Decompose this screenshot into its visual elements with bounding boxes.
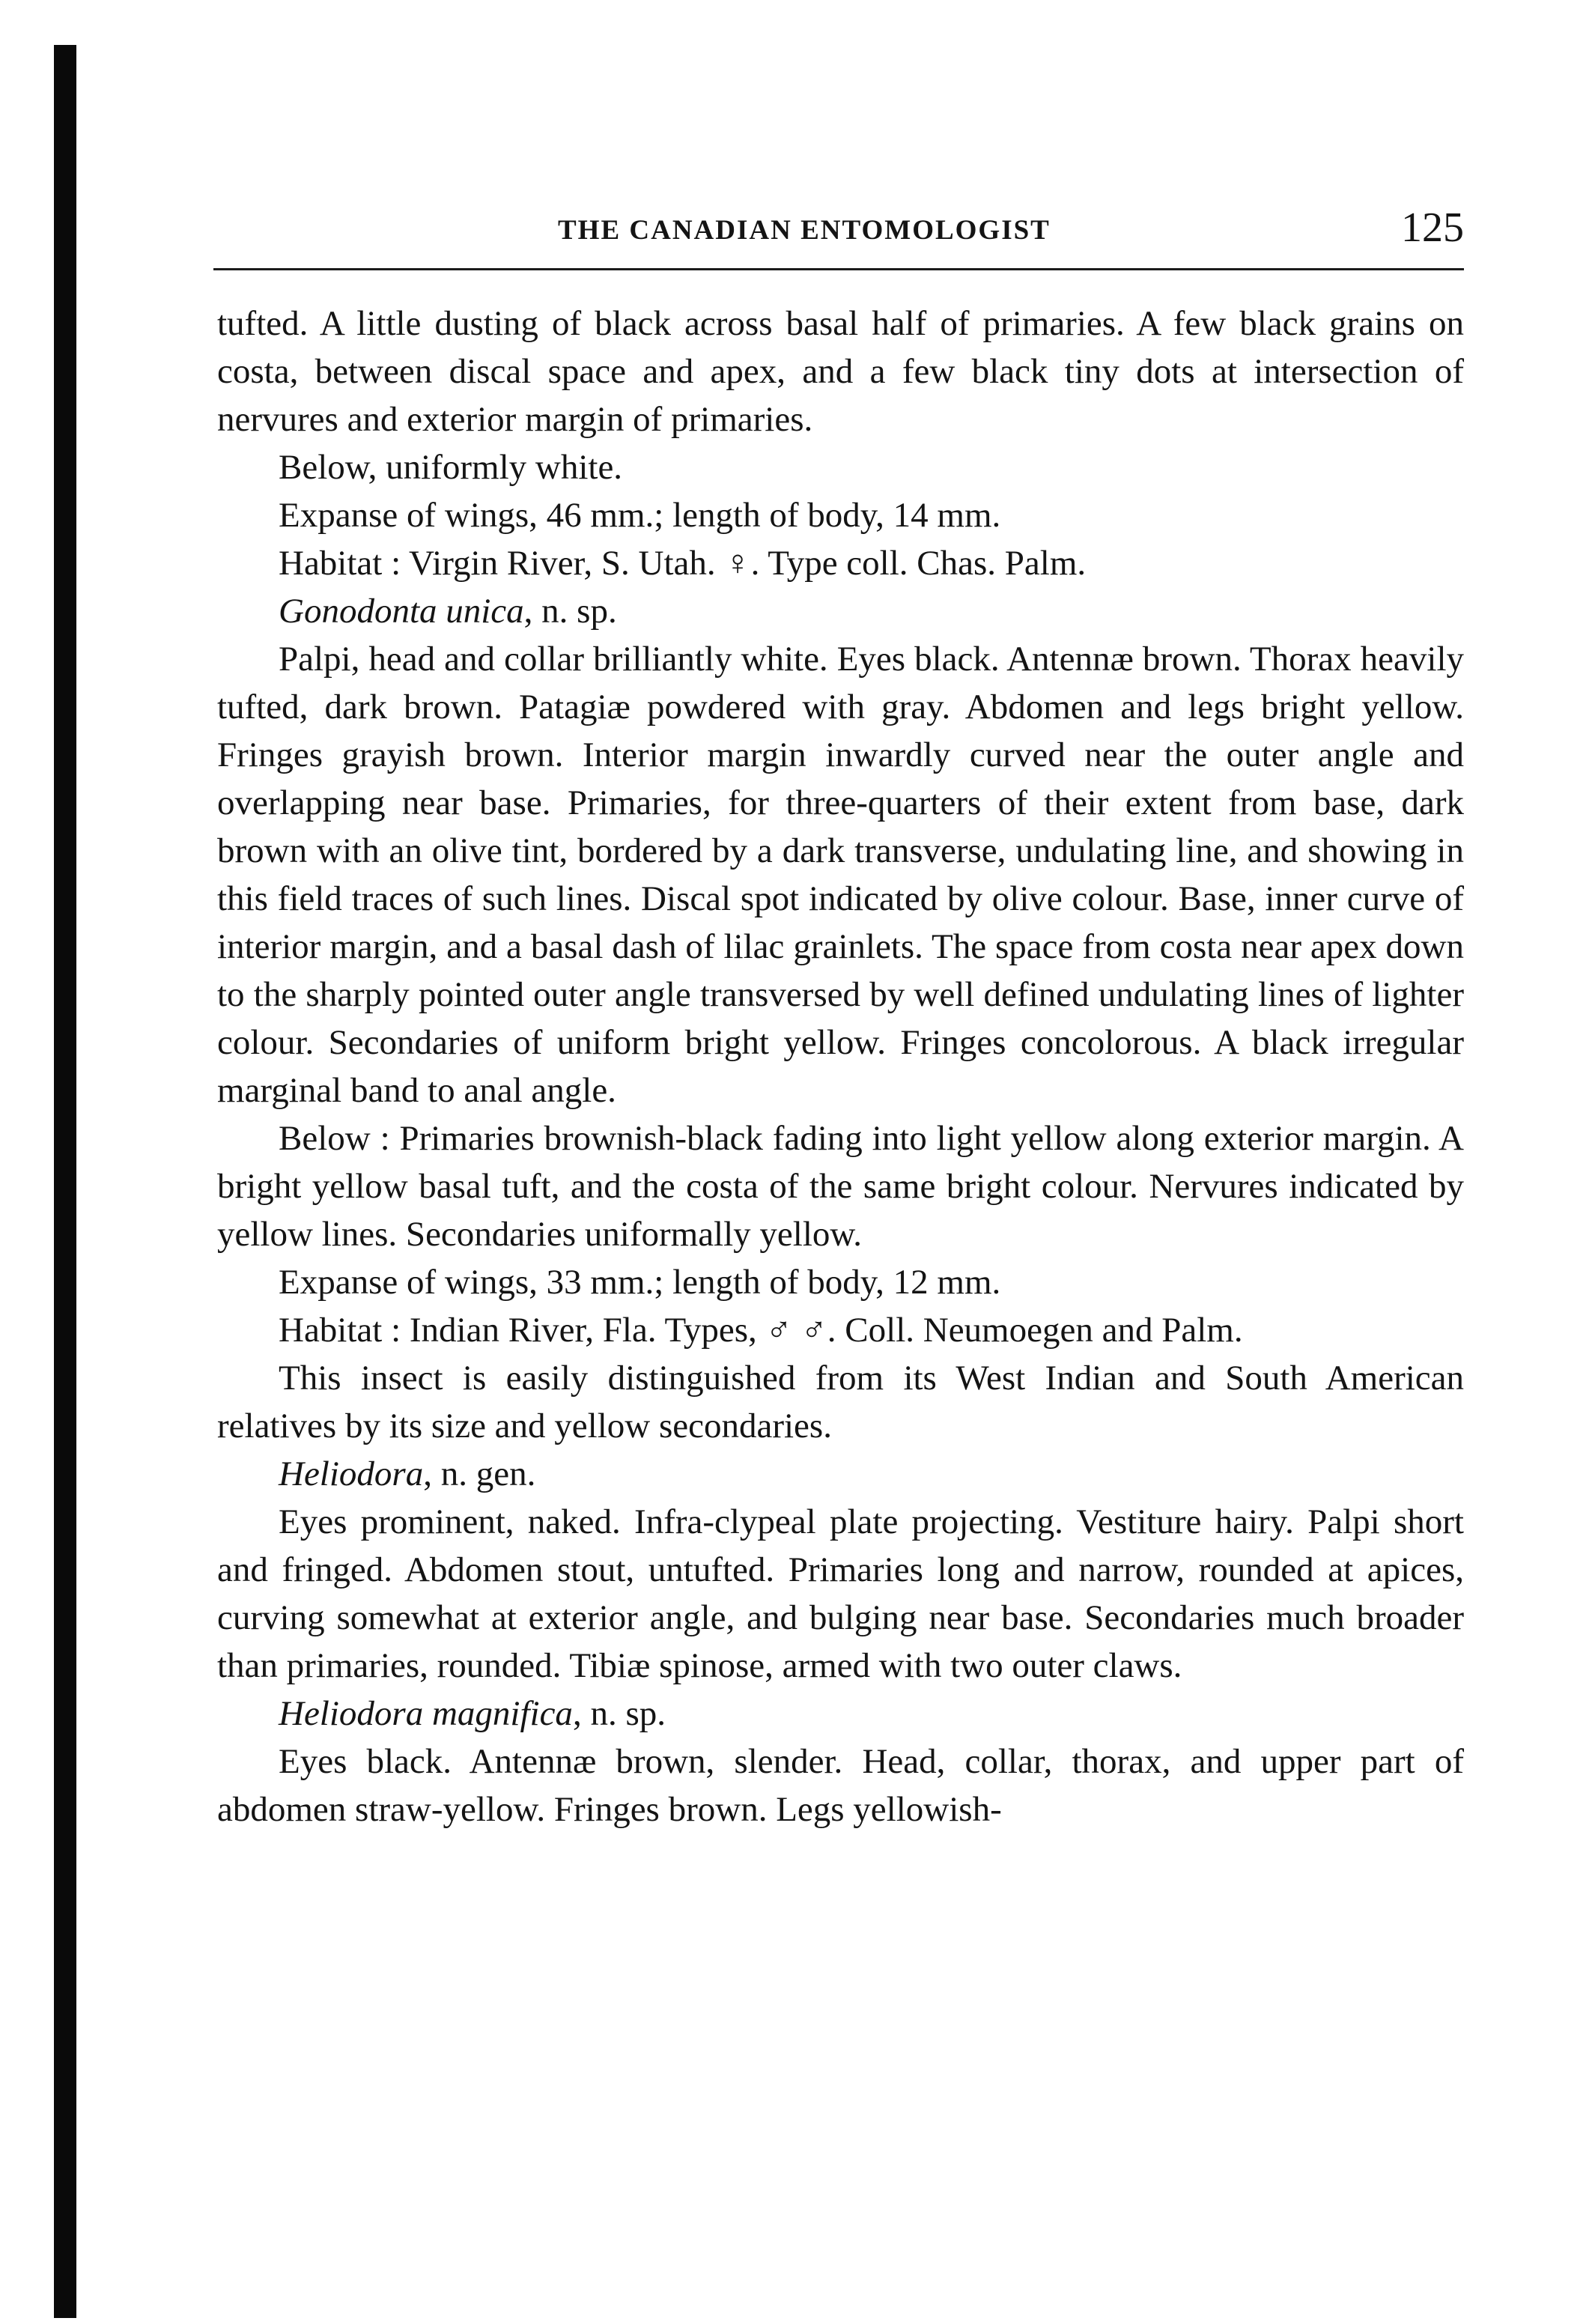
paragraph-expanse-46: Expanse of wings, 46 mm.; length of body, 14 mm. [279, 496, 1001, 535]
species-name: Heliodora magnifica [279, 1694, 573, 1733]
paragraph-expanse-33: Expanse of wings, 33 mm.; length of body, 12 mm. [279, 1263, 1001, 1302]
genus-name: Heliodora [279, 1454, 424, 1493]
journal-title: THE CANADIAN ENTOMOLOGIST [558, 215, 1051, 246]
species-heading-gonodonta-unica [217, 587, 1464, 635]
species-name: Gonodonta unica [279, 592, 524, 631]
header-rule [213, 268, 1464, 270]
paragraph-habitat-virgin-river: Habitat : Virgin River, S. Utah. ♀. Type coll. Chas. Palm. [279, 544, 1087, 583]
paragraph-tufted: tufted. A little dusting of black across basal half of primaries. A few black grains on costa, between discal space and apex, and a few black tiny dots at intersection of nervures and exterior margin of primaries. [217, 304, 1464, 439]
species-heading-heliodora-magnifica [217, 1690, 1464, 1738]
paragraph-gonodonta-description: Palpi, head and collar brilliantly white. Eyes black. Antennæ brown. Thorax heavily tufted, dark brown. Patagiæ powdered with gray. Abdomen and legs bright yellow. Fringes grayish brown. Interior margin inwardly curved near the outer angle and overlapping near base. Primaries, for three-quarters of their extent from base, dark brown with an olive tint, bordered by a dark transverse, undulating line, and showing in this field traces of such lines. Discal spot indicated by olive colour. Base, inner curve of interior margin, and a basal dash of lilac grainlets. The space from costa near apex down to the sharply pointed outer angle transversed by well defined undulating lines of lighter colour. Secondaries of uniform bright yellow. Fringes concolorous. A black irregular marginal band to anal angle. [217, 640, 1464, 1110]
species-suffix: , n. sp. [572, 1694, 666, 1733]
paragraph-below-white: Below, uniformly white. [279, 448, 623, 487]
genus-heading-heliodora [217, 1450, 1464, 1498]
species-suffix: , n. sp. [523, 592, 617, 631]
genus-suffix: , n. gen. [423, 1454, 536, 1493]
paragraph-below-primaries: Below : Primaries brownish-black fading into light yellow along exterior margin. A bright yellow basal tuft, and the costa of the same bright colour. Nervures indicated by yellow lines. Secondaries uniformally yellow. [217, 1119, 1464, 1254]
binding-edge [54, 45, 76, 2318]
page-number: 125 [1401, 204, 1464, 251]
paragraph-habitat-indian-river: Habitat : Indian River, Fla. Types, ♂ ♂. Coll. Neumoegen and Palm. [279, 1311, 1243, 1350]
paragraph-distinguished: This insect is easily distinguished from its West Indian and South American relatives by its size and yellow secondaries. [217, 1359, 1464, 1445]
paragraph-heliodora-description: Eyes prominent, naked. Infra-clypeal plate projecting. Vestiture hairy. Palpi short and fringed. Abdomen stout, untufted. Primaries long and narrow, rounded at apices, curving somewhat at exterior angle, and bulging near base. Secondaries much broader than primaries, rounded. Tibiæ spinose, armed with two outer claws. [217, 1502, 1464, 1685]
body-text [217, 300, 1464, 1833]
running-head [213, 204, 1464, 256]
paragraph-magnifica-description: Eyes black. Antennæ brown, slender. Head, collar, thorax, and upper part of abdomen straw-yellow. Fringes brown. Legs yellowish- [217, 1742, 1464, 1829]
